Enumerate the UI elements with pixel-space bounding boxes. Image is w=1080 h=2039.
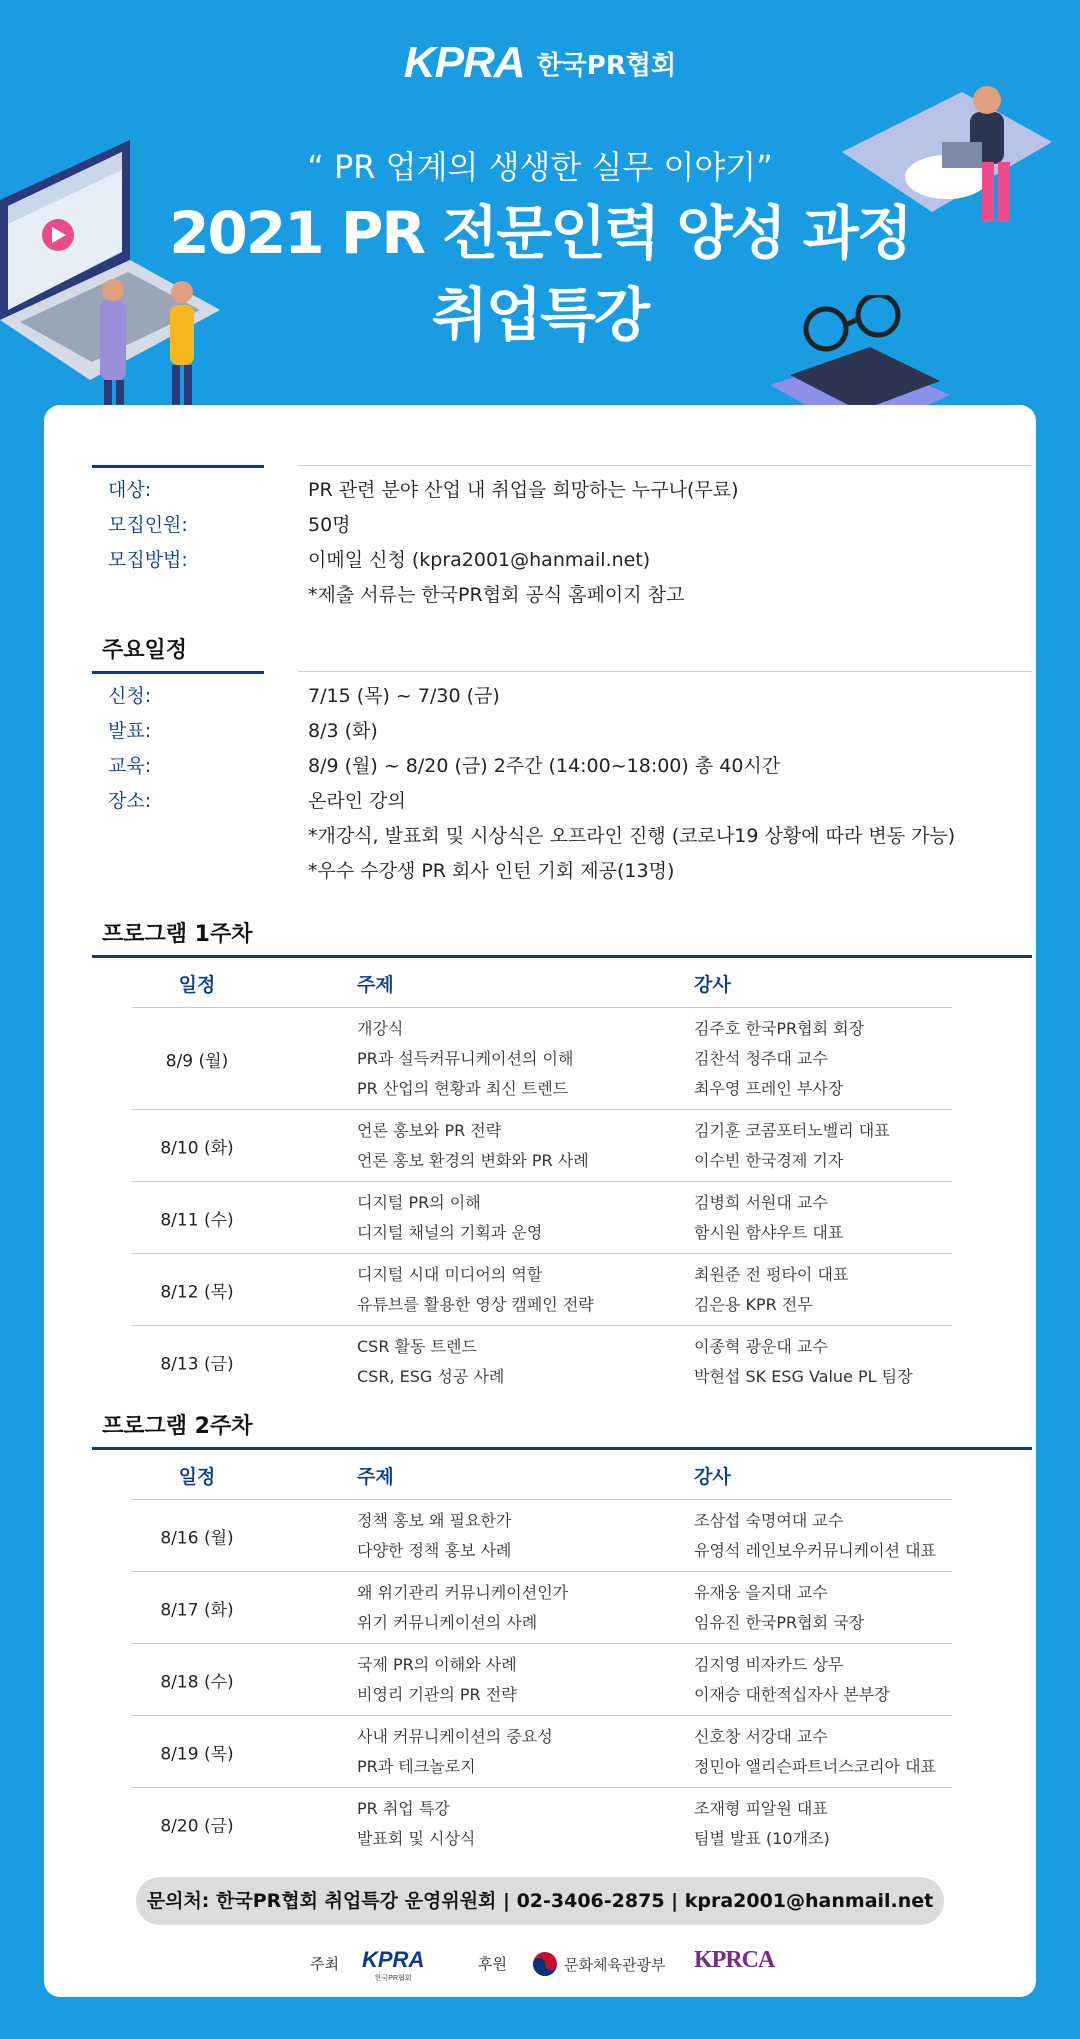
col-topic: 주제 — [357, 1466, 394, 1488]
lecturer: 김찬석 청주대 교수 — [694, 1049, 828, 1068]
topic: 유튜브를 활용한 영상 캠페인 전략 — [357, 1295, 594, 1314]
table-header — [132, 1450, 952, 1500]
lecturer: 이수빈 한국경제 기자 — [694, 1151, 844, 1170]
row-date: 8/9 (월) — [165, 1051, 229, 1071]
kpra-logo: KPRA — [403, 38, 525, 87]
info-value: 8/9 (월) ~ 8/20 (금) 2주간 (14:00~18:00) 총 40시간 — [308, 755, 781, 777]
topic: 다양한 정책 홍보 사례 — [357, 1541, 512, 1560]
section-rule — [92, 465, 264, 468]
col-date: 일정 — [178, 1466, 216, 1488]
lecturer: 조재형 피알원 대표 — [694, 1799, 828, 1818]
topic: 언론 홍보와 PR 전략 — [357, 1121, 502, 1140]
table-row — [132, 1572, 952, 1644]
host-logo-sub: 한국PR협회 — [374, 1975, 412, 1982]
lecturer: 김기훈 코콤포터노벨리 대표 — [694, 1121, 890, 1140]
org-name: 한국PR협회 — [536, 50, 677, 81]
week2-heading — [92, 1409, 1032, 1441]
ministry-logo — [532, 1951, 665, 1977]
section-divider — [298, 465, 1032, 466]
info-key: 신청: — [108, 685, 152, 707]
row-date: 8/18 (수) — [160, 1672, 234, 1692]
topic: 언론 홍보 환경의 변화와 PR 사례 — [357, 1151, 589, 1170]
week1-heading — [92, 917, 1032, 949]
topic: PR과 테크놀로지 — [357, 1757, 476, 1776]
info-value: *우수 수강생 PR 회사 인턴 기회 제공(13명) — [308, 860, 675, 882]
topic: PR 산업의 현황과 최신 트렌드 — [357, 1079, 569, 1098]
title-line-1: 2021 PR 전문인력 양성 과정 — [169, 199, 911, 267]
lecturer: 김주호 한국PR협회 회장 — [694, 1019, 865, 1038]
host-logo-text: KPRA — [362, 1947, 425, 1972]
person-laptop-illustration — [822, 82, 1062, 242]
topic: 디지털 시대 미디어의 역할 — [357, 1265, 543, 1284]
week1-table — [132, 958, 952, 1398]
host-logo — [362, 1947, 424, 1983]
col-lecturer: 강사 — [694, 1466, 731, 1488]
ministry-name: 문화체육관광부 — [564, 1955, 666, 1974]
topic: 국제 PR의 이해와 사례 — [357, 1655, 517, 1674]
info-value: 8/3 (화) — [308, 720, 378, 742]
host-label: 주최 — [310, 1955, 339, 1973]
topic: 왜 위기관리 커뮤니케이션인가 — [357, 1583, 569, 1602]
info-value: PR 관련 분야 산업 내 취업을 희망하는 누구나(무료) — [308, 479, 739, 501]
title-line-2: 취업특강 — [431, 281, 649, 349]
section-title: 주요일정 — [102, 638, 188, 663]
topic: 위기 커뮤니케이션의 사례 — [357, 1613, 538, 1632]
col-topic: 주제 — [357, 974, 394, 996]
row-date: 8/13 (금) — [160, 1354, 234, 1375]
lecturer: 정민아 앨리슨파트너스코리아 대표 — [694, 1757, 937, 1776]
table-row — [132, 1716, 952, 1788]
lecturer: 김병희 서원대 교수 — [694, 1193, 828, 1212]
topic: 발표회 및 시상식 — [357, 1829, 476, 1848]
table-row — [132, 1500, 952, 1572]
section-rule — [92, 671, 264, 674]
schedule-heading — [92, 633, 1032, 665]
table-row — [132, 1182, 952, 1254]
info-value: 온라인 강의 — [308, 790, 406, 812]
col-lecturer: 강사 — [694, 974, 731, 996]
kprca-logo: KPRCA — [694, 1947, 775, 1973]
lecturer: 임유진 한국PR협회 국장 — [694, 1613, 865, 1632]
tagline: “ PR 업계의 생생한 실무 이야기” — [307, 148, 773, 186]
topic: 비영리 기관의 PR 전략 — [357, 1685, 517, 1704]
lecturer: 함시원 함샤우트 대표 — [694, 1223, 844, 1242]
row-date: 8/11 (수) — [160, 1210, 234, 1230]
table-row — [132, 1254, 952, 1326]
info-value: 7/15 (목) ~ 7/30 (금) — [308, 685, 500, 707]
info-key: 교육: — [108, 755, 152, 777]
info-value: 50명 — [308, 514, 351, 536]
info-key: 모집인원: — [108, 514, 188, 536]
lecturer: 유재웅 을지대 교수 — [694, 1583, 828, 1602]
info-value: *제출 서류는 한국PR협회 공식 홈페이지 참고 — [308, 584, 685, 606]
lecturer: 김지영 비자카드 상무 — [694, 1655, 844, 1674]
lecturer: 조삼섭 숙명여대 교수 — [694, 1511, 844, 1530]
topic: 개강식 — [357, 1019, 404, 1038]
week2-table — [132, 1450, 952, 1860]
lecturer: 이재승 대한적십자사 본부장 — [694, 1685, 890, 1704]
row-date: 8/10 (화) — [160, 1138, 234, 1158]
col-date: 일정 — [178, 974, 216, 996]
topic: 디지털 PR의 이해 — [357, 1193, 481, 1212]
section-title: 프로그램 1주차 — [102, 922, 253, 947]
row-date: 8/19 (목) — [160, 1744, 234, 1764]
lecturer: 최원준 전 펑타이 대표 — [694, 1265, 849, 1284]
topic: PR과 설득커뮤니케이션의 이해 — [357, 1049, 574, 1068]
info-value: 이메일 신청 (kpra2001@hanmail.net) — [308, 549, 651, 571]
brand-header — [0, 38, 1080, 88]
info-key: 장소: — [108, 790, 152, 812]
footer — [44, 1943, 1036, 1983]
info-key: 모집방법: — [108, 549, 188, 571]
topic: CSR 활동 트렌드 — [357, 1337, 477, 1356]
table-row — [132, 1788, 952, 1860]
section-title: 프로그램 2주차 — [102, 1414, 253, 1439]
row-date: 8/16 (월) — [160, 1528, 234, 1548]
content-card — [44, 405, 1036, 1997]
taegeuk-icon — [532, 1951, 558, 1977]
row-date: 8/20 (금) — [160, 1816, 234, 1837]
sponsor-label: 후원 — [478, 1955, 507, 1973]
topic: 디지털 채널의 기획과 운영 — [357, 1223, 543, 1242]
info-value: *개강식, 발표회 및 시상식은 오프라인 진행 (코로나19 상황에 따라 변동 가능) — [308, 825, 956, 847]
topic: 사내 커뮤니케이션의 중요성 — [357, 1727, 553, 1746]
topic: CSR, ESG 성공 사례 — [357, 1367, 505, 1386]
topic: PR 취업 특강 — [357, 1799, 450, 1818]
lecturer: 김은용 KPR 전무 — [694, 1295, 813, 1314]
info-key: 대상: — [108, 479, 152, 501]
lecturer: 유영석 레인보우커뮤니케이션 대표 — [694, 1541, 937, 1560]
lecturer: 최우영 프레인 부사장 — [694, 1079, 844, 1098]
table-row — [132, 1008, 952, 1110]
row-date: 8/17 (화) — [160, 1600, 234, 1620]
lecturer: 신호창 서강대 교수 — [694, 1727, 828, 1746]
lecturer: 팀별 발표 (10개조) — [694, 1829, 830, 1848]
table-row — [132, 1110, 952, 1182]
section-divider — [298, 671, 1032, 672]
lecturer: 이종혁 광운대 교수 — [694, 1337, 828, 1356]
laptop-people-illustration — [0, 140, 230, 440]
table-header — [132, 958, 952, 1008]
topic: 정책 홍보 왜 필요한가 — [357, 1511, 512, 1530]
lecturer: 박현섭 SK ESG Value PL 팀장 — [694, 1367, 913, 1386]
info-key: 발표: — [108, 720, 152, 742]
contact-bar: 문의처: 한국PR협회 취업특강 운영위원회 | 02-3406-2875 | kpra2001@hanmail.net — [136, 1877, 944, 1925]
table-row — [132, 1326, 952, 1398]
table-row — [132, 1644, 952, 1716]
row-date: 8/12 (목) — [160, 1282, 234, 1302]
